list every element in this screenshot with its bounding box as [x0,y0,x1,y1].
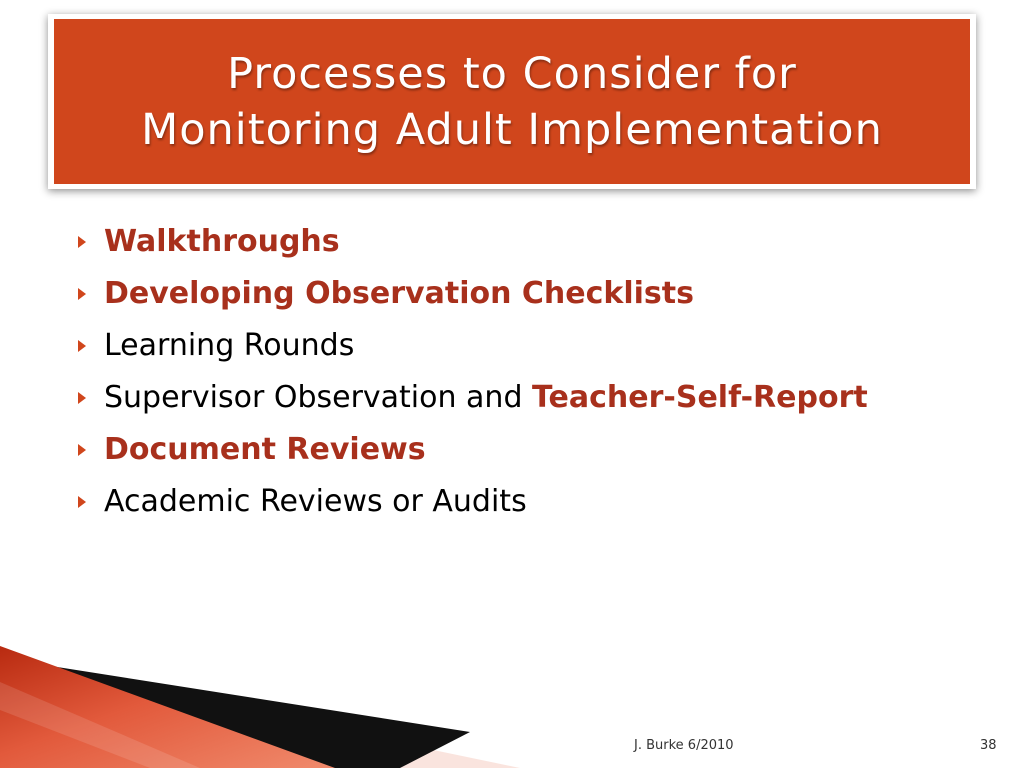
slide-title-line-2: Monitoring Adult Implementation [141,104,883,155]
triangle-right-icon [78,392,86,404]
bullet-list [76,222,916,534]
corner-decoration [0,640,520,768]
bullet-item-document-reviews [76,430,916,469]
triangle-right-icon [78,496,86,508]
title-box [54,19,970,184]
footer-author: J. Burke 6/2010 [634,738,734,753]
bullet-text: Developing Observation Checklists [104,276,694,311]
bullet-item-academic-reviews [76,482,916,521]
bullet-item-walkthroughs [76,222,916,261]
slide-title-line-1: Processes to Consider for [227,48,797,99]
bullet-item-supervisor-observation [76,378,916,417]
title-frame [48,14,976,189]
bullet-text: Supervisor Observation and [104,380,533,415]
bullet-text: Learning Rounds [104,328,355,363]
slide-title [141,46,883,158]
triangle-right-icon [78,444,86,456]
page-number: 38 [980,738,997,753]
triangle-right-icon [78,340,86,352]
bullet-item-learning-rounds [76,326,916,365]
bullet-text: Walkthroughs [104,224,340,259]
triangle-right-icon [78,236,86,248]
bullet-text-highlight: Teacher-Self-Report [532,380,868,415]
bullet-text: Document Reviews [104,432,426,467]
triangle-right-icon [78,288,86,300]
bullet-item-observation-checklists [76,274,916,313]
bullet-text: Academic Reviews or Audits [104,484,527,519]
